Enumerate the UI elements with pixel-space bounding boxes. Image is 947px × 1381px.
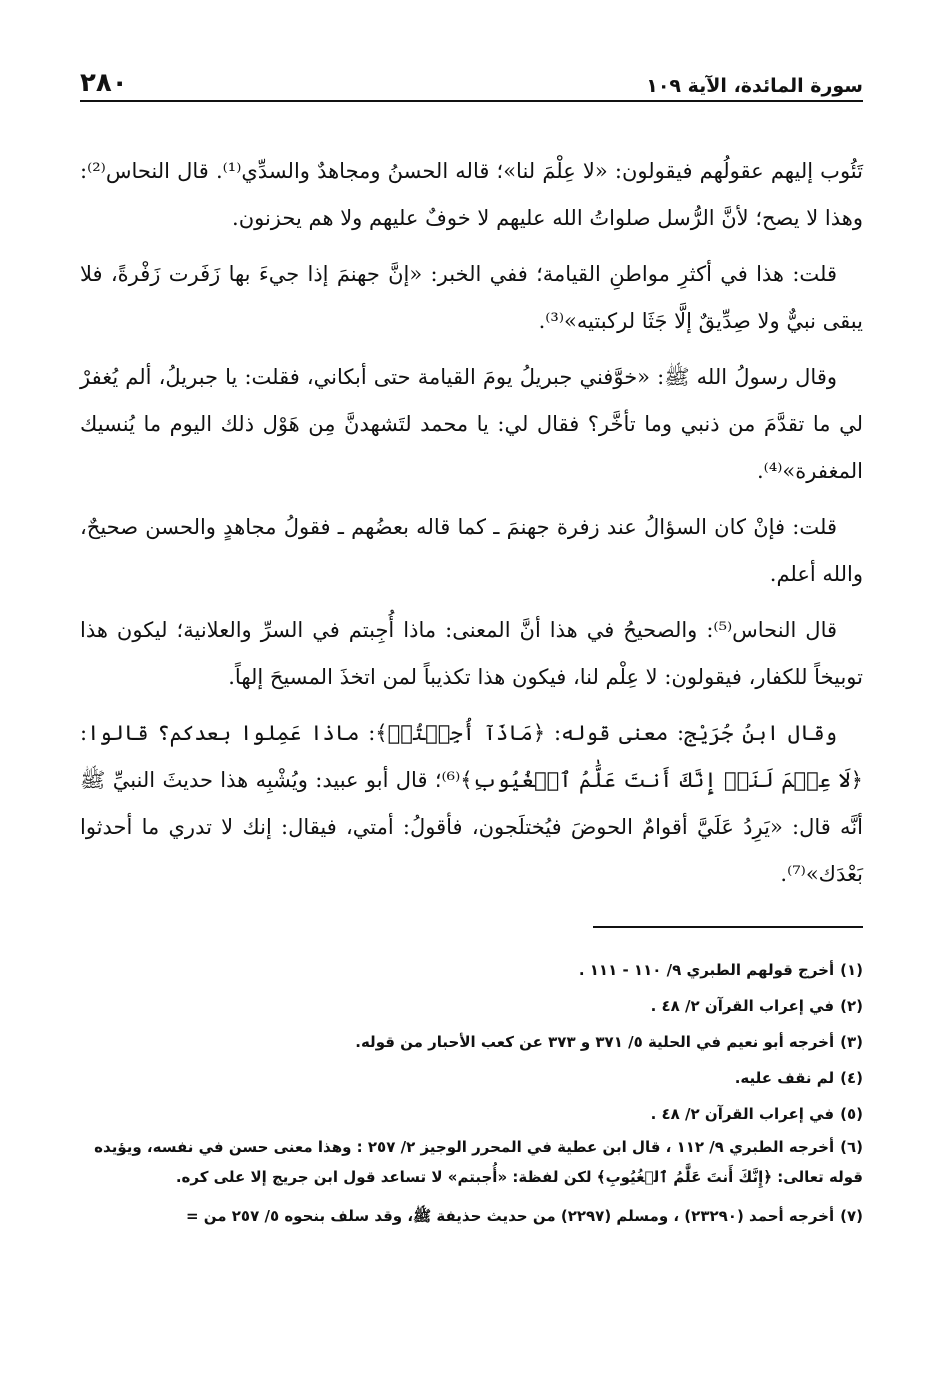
footnote-number: (٧) [840,1207,863,1225]
page-number: ٢٨٠ [80,68,128,98]
paragraph: تَئُوب إليهم عقولُهم فيقولون: «لا عِلْمَ لنا»؛ قاله الحسنُ ومجاهدٌ والسدِّي⁽¹⁾. قال النحاس⁽²⁾: وهذا لا يصح؛ لأنَّ الرُّسل صلواتُ الله عليهم لا خوفٌ عليهم ولا هم يحزنون. [80,159,863,230]
footnote-divider [593,926,863,928]
footnote [80,988,863,1024]
paragraph: قلت: فإنْ كان السؤالُ عند زفرة جهنمَ ـ كما قاله بعضُهم ـ فقولُ مجاهدٍ والحسن صحيحٌ، والله أعلم. [80,515,863,586]
footnote-number: (٤) [840,1069,863,1087]
footnote-text: أخرجه أحمد (٢٣٢٩٠) ، ومسلم (٢٢٩٧) من حديث حذيفة ﷺ، وقد سلف بنحوه ٥/ ٢٥٧ من = [185,1207,835,1225]
footnote-number: (٦) [840,1138,863,1156]
main-text [80,148,863,898]
paragraph: قال النحاس⁽⁵⁾: والصحيحُ في هذا أنَّ المعنى: ماذا أُجِبتم في السرِّ والعلانية؛ ليكون هذا توبيخاً للكفار، فيقولون: لا عِلْم لنا، فيكون هذا تكذيباً لمن اتخذَ المسيحَ إلهاً. [80,618,863,689]
footnote [80,1198,863,1234]
footnote [80,952,863,988]
footnote [80,1096,863,1132]
footnote [80,1132,863,1192]
paragraph: وقال رسولُ الله ﷺ: «خوَّفني جبريلُ يومَ القيامة حتى أبكاني، فقلت: يا جبريلُ، ألم يُغفرْ لي ما تقدَّمَ من ذنبي وما تأخَّر؟ فقال لي: يا محمد لتَشهدنَّ مِن هَوْل ذلك اليوم ما يُنسيك المغفرة»⁽⁴⁾. [80,365,863,483]
footnote-text: أخرج قولهم الطبري ٩/ ١١٠ - ١١١ . [578,961,835,979]
footnote-text: في إعراب القرآن ٢/ ٤٨ . [650,1105,835,1123]
footnote-number: (٥) [840,1105,863,1123]
footnote [80,1024,863,1060]
footnote [80,1060,863,1096]
footnote-number: (١) [840,961,863,979]
footnote-text: لم نقف عليه. [734,1069,835,1087]
running-title: سورة المائدة، الآية ١٠٩ [646,75,863,97]
document-page [80,58,863,1348]
paragraph: وقال ابنُ جُرَيْج: معنى قوله: ﴿مَاذَآ أُجِبۡتُمۡ﴾: ماذا عَمِلوا بعدكم؟ قالوا: ﴿لَا عِلۡمَ لَنَآۖ إِنَّكَ أَنتَ عَلَّٰمُ ٱلۡغُيُوبِ﴾⁽⁶⁾؛ قال أبو عبيد: ويُشْبِه هذا حديثَ النبيِّ ﷺ أنَّه قال: «يَرِدُ عَلَيَّ أقوامٌ الحوضَ فيُختلَجون، فأقولُ: أمتي، فيقال: إنك لا تدري ما أحدثوا بَعْدَك»⁽⁷⁾. [80,721,863,886]
paragraph: قلت: هذا في أكثرِ مواطنِ القيامة؛ ففي الخبر: «إنَّ جهنمَ إذا جيءَ بها زَفَرت زَفْرةً، فلا يبقى نبيٌّ ولا صِدِّيقٌ إلَّا جَثَا لركبتيه»⁽³⁾. [80,262,863,333]
footnote-number: (٣) [840,1033,863,1051]
footnote-text: أخرجه أبو نعيم في الحلية ٥/ ٣٧١ و ٣٧٣ عن كعب الأحبار من قوله. [355,1033,835,1051]
footnotes [80,952,863,1234]
footnote-number: (٢) [840,997,863,1015]
footnote-text: في إعراب القرآن ٢/ ٤٨ . [650,997,835,1015]
footnote-text: أخرجه الطبري ٩/ ١١٢ ، قال ابن عطية في المحرر الوجيز ٢/ ٢٥٧ : وهذا معنى حسن في نفسه، ويؤيده قوله تعالى: ﴿إِنَّكَ أَنتَ عَلَّٰمُ ٱلۡغُيُوبِ﴾ لكن لفظة: «أُجبتم» لا تساعد قول ابن جريج إلا على كره. [94,1138,863,1186]
page-header [80,58,863,102]
